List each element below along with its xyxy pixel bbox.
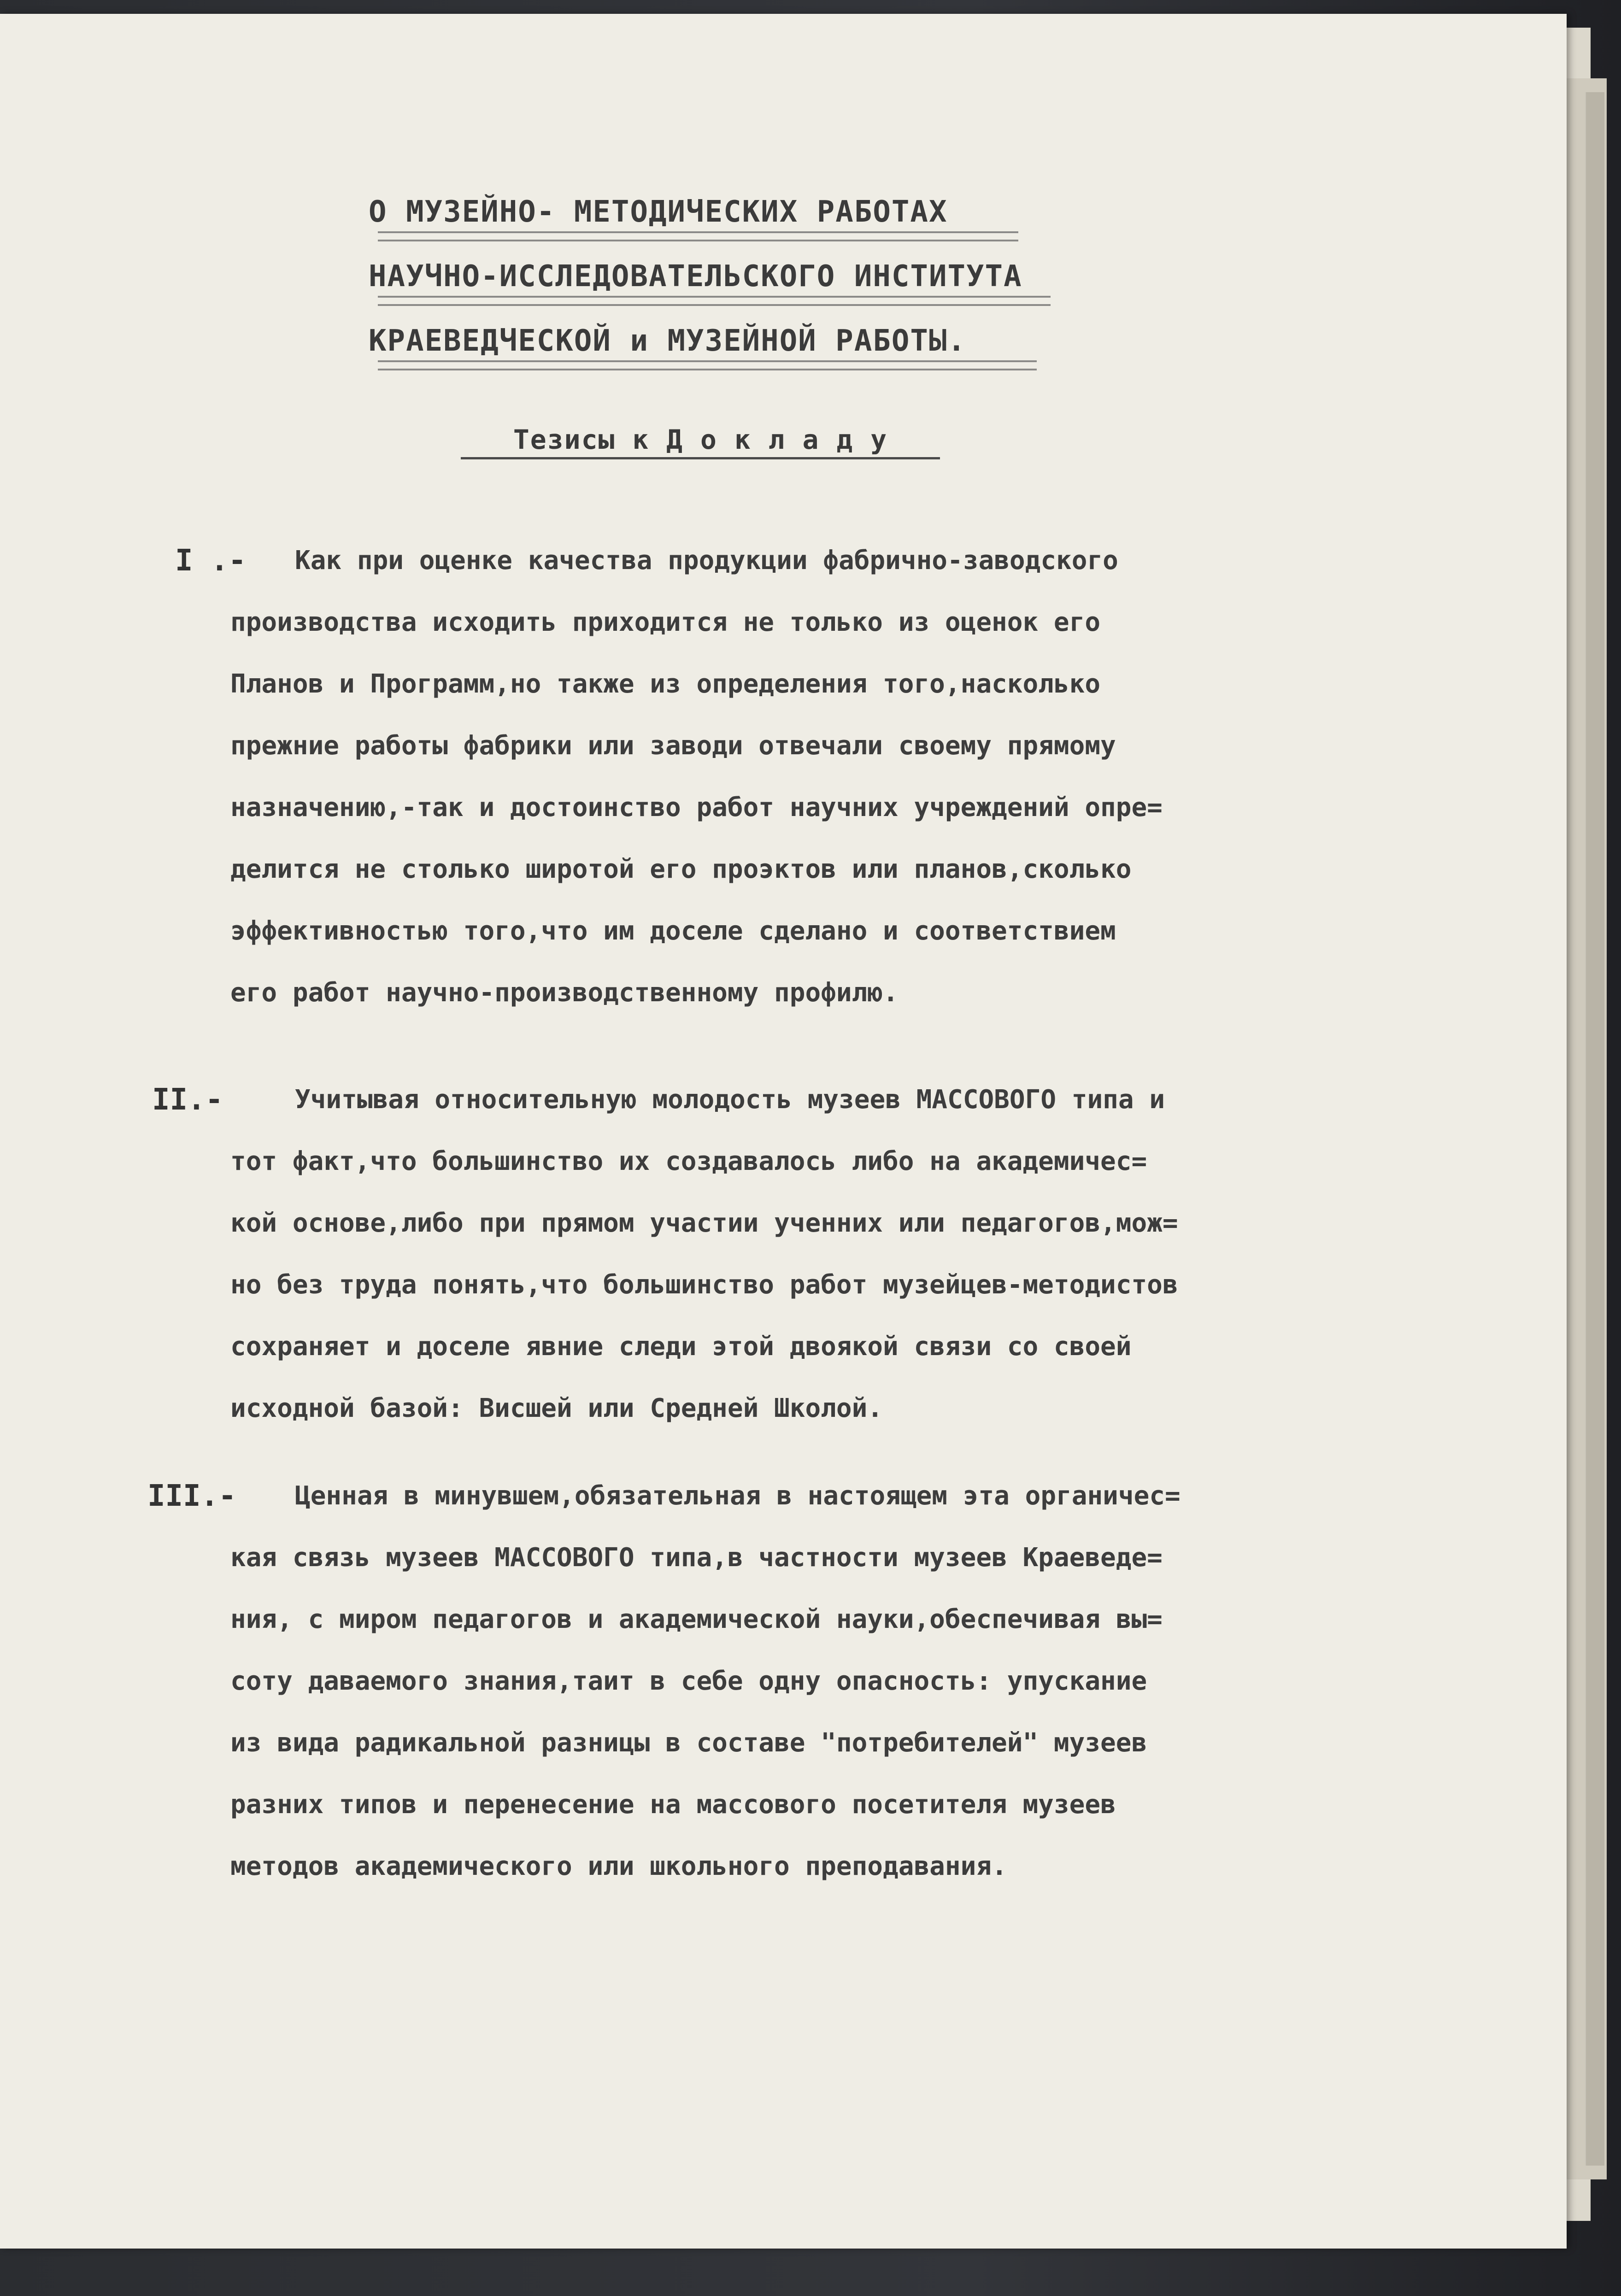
text-line: эффективностью того,что им доселе сделано и соответствием	[230, 916, 1116, 946]
text-line: кая связь музеев МАССОВОГО типа,в частности музеев Краеведе=	[230, 1543, 1163, 1573]
text-line: прежние работы фабрики или заводи отвечали своему прямому	[230, 731, 1116, 761]
text-line: его работ научно-производственному профилю.	[230, 978, 899, 1008]
text-line: ния, с миром педагогов и академической науки,обеспечивая вы=	[230, 1604, 1163, 1634]
section-number: I .-	[175, 544, 247, 578]
text-line: но без труда понять,что большинство работ музейцев-методистов	[230, 1270, 1178, 1300]
text-line: Ценная в минувшем,обязательная в настоящем эта органичес=	[295, 1481, 1181, 1511]
document-page	[0, 14, 1567, 2249]
text-line: производства исходить приходится не только из оценок его	[230, 607, 1101, 637]
text-line: Как при оценке качества продукции фабрично-заводского	[295, 546, 1118, 575]
text-line: исходной базой: Висшей или Средней Школой.	[230, 1393, 883, 1423]
double-underline	[378, 360, 1037, 370]
text-line: сохраняет и доселе явние следи этой двоякой связи со своей	[230, 1332, 1132, 1362]
text-line: делится не столько широтой его проэктов или планов,сколько	[230, 854, 1132, 884]
title-line-1: О МУЗЕЙНО- МЕТОДИЧЕСКИХ РАБОТАХ	[369, 195, 948, 229]
title-line-2: НАУЧНО-ИССЛЕДОВАТЕЛЬСКОГО ИНСТИТУТА	[369, 259, 1022, 294]
text-line: Планов и Программ,но также из определения того,насколько	[230, 669, 1101, 699]
double-underline	[378, 296, 1051, 306]
section-number: II.-	[152, 1083, 223, 1117]
text-line: тот факт,что большинство их создавалось либо на академичес=	[230, 1146, 1147, 1176]
page-stack-edge	[1585, 92, 1604, 2166]
subtitle: Тезисы к Д о к л а д у	[461, 424, 940, 459]
title-line-3: КРАЕВЕДЧЕСКОЙ и МУЗЕЙНОЙ РАБОТЫ.	[369, 324, 966, 358]
double-underline	[378, 231, 1018, 241]
text-line: из вида радикальной разницы в составе "потребителей" музеев	[230, 1728, 1147, 1758]
text-line: соту даваемого знания,таит в себе одну опасность: упускание	[230, 1666, 1147, 1696]
text-line: Учитывая относительную молодость музеев МАССОВОГО типа и	[295, 1085, 1165, 1115]
title-block	[369, 194, 1115, 387]
text-line: назначению,-так и достоинство работ научних учреждений опре=	[230, 793, 1163, 822]
text-line: разних типов и перенесение на массового посетителя музеев	[230, 1790, 1116, 1820]
text-line: кой основе,либо при прямом участии ученних или педагогов,мож=	[230, 1208, 1178, 1238]
section-number: III.-	[147, 1479, 236, 1513]
text-line: методов академического или школьного преподавания.	[230, 1851, 1007, 1881]
